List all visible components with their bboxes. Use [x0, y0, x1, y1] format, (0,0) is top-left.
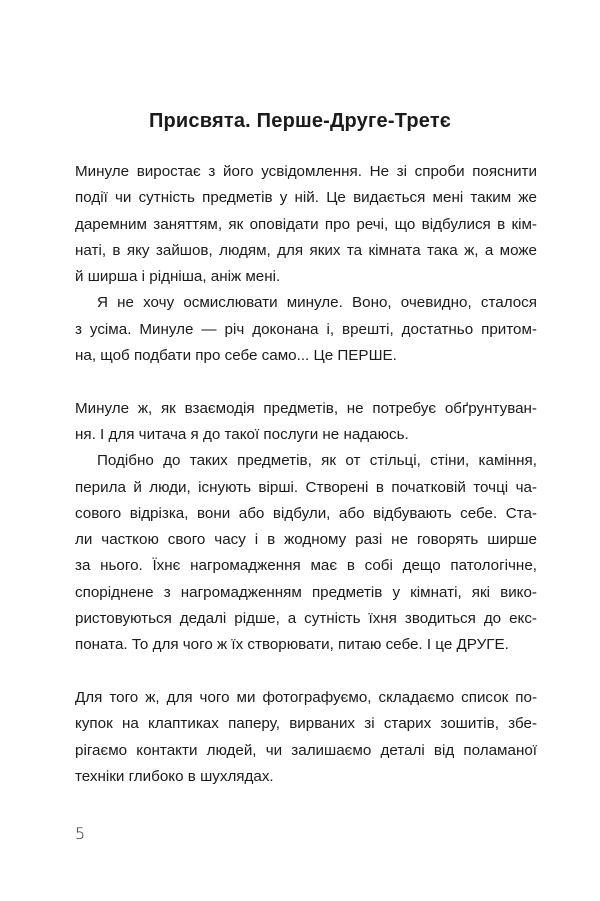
paragraph — [75, 685, 537, 790]
text-line: Подібно до таких предметів, як от стільці, стіни, каміння, — [97, 452, 537, 470]
text-line: даремним заняттям, як оповідати про речі, що відбулися в кім- — [75, 215, 537, 233]
text-line: Минуле ж, як взаємодія предметів, не потребує обґрунтуван- — [75, 399, 537, 417]
paragraph-gap — [75, 369, 537, 395]
text-line: сового відрізка, вони або відбули, або відбувають себе. Ста- — [75, 504, 537, 522]
text-line: й ширша і рідніша, аніж мені. — [75, 268, 281, 286]
text-line: події чи сутність предметів у ній. Це видається мені таким же — [75, 189, 537, 207]
text-line: Я не хочу осмислювати минуле. Воно, очевидно, сталося — [97, 294, 537, 312]
text-line: ня. І для читача я до такої послуги не надаюсь. — [75, 425, 409, 443]
text-line: Для того ж, для чого ми фотографуємо, складаємо список по- — [75, 688, 537, 706]
text-line: рігаємо контакти людей, чи залишаємо деталі від поламаної — [75, 741, 537, 759]
paragraph — [75, 448, 537, 658]
text-line: поната. То для чого ж їх створювати, питаю себе. І це ДРУГЕ. — [75, 636, 509, 654]
text-line: з усіма. Минуле — річ доконана і, врешті, достатньо притом- — [75, 320, 537, 338]
text-line: Минуле виростає з його усвідомлення. Не зі спроби пояснити — [75, 163, 537, 180]
text-line: перила й люди, існують вірші. Створені в початковій точці ча- — [75, 478, 537, 496]
text-line: за нього. Їхнє нагромадження має в собі дещо патологічне, — [75, 557, 537, 575]
paragraph — [75, 290, 537, 369]
text-line: ристовуються дедалі рідше, а сутність їхня зводиться до екс- — [75, 610, 537, 628]
text-line: купок на клаптиках паперу, вирваних зі старих зошитів, збе- — [75, 715, 537, 733]
text-line: ли часткою свого часу і в жодному разі не говорять ширше — [75, 531, 537, 549]
page-number: 5 — [75, 824, 86, 843]
paragraph — [75, 159, 537, 290]
text-line: на, щоб подбати про себе само... Це ПЕРШЕ. — [75, 347, 397, 365]
text-line: техніки глибоко в шухлядах. — [75, 767, 274, 785]
paragraph-gap — [75, 659, 537, 685]
paragraph — [75, 396, 537, 449]
page-body-text — [75, 159, 537, 790]
text-line: споріднене з нагромадженням предметів у кімнаті, які вико- — [75, 583, 537, 601]
page-title: Присвята. Перше-Друге-Третє — [148, 110, 452, 132]
text-line: наті, в яку зайшов, людям, для яких та кімната така ж, а може — [75, 241, 537, 259]
